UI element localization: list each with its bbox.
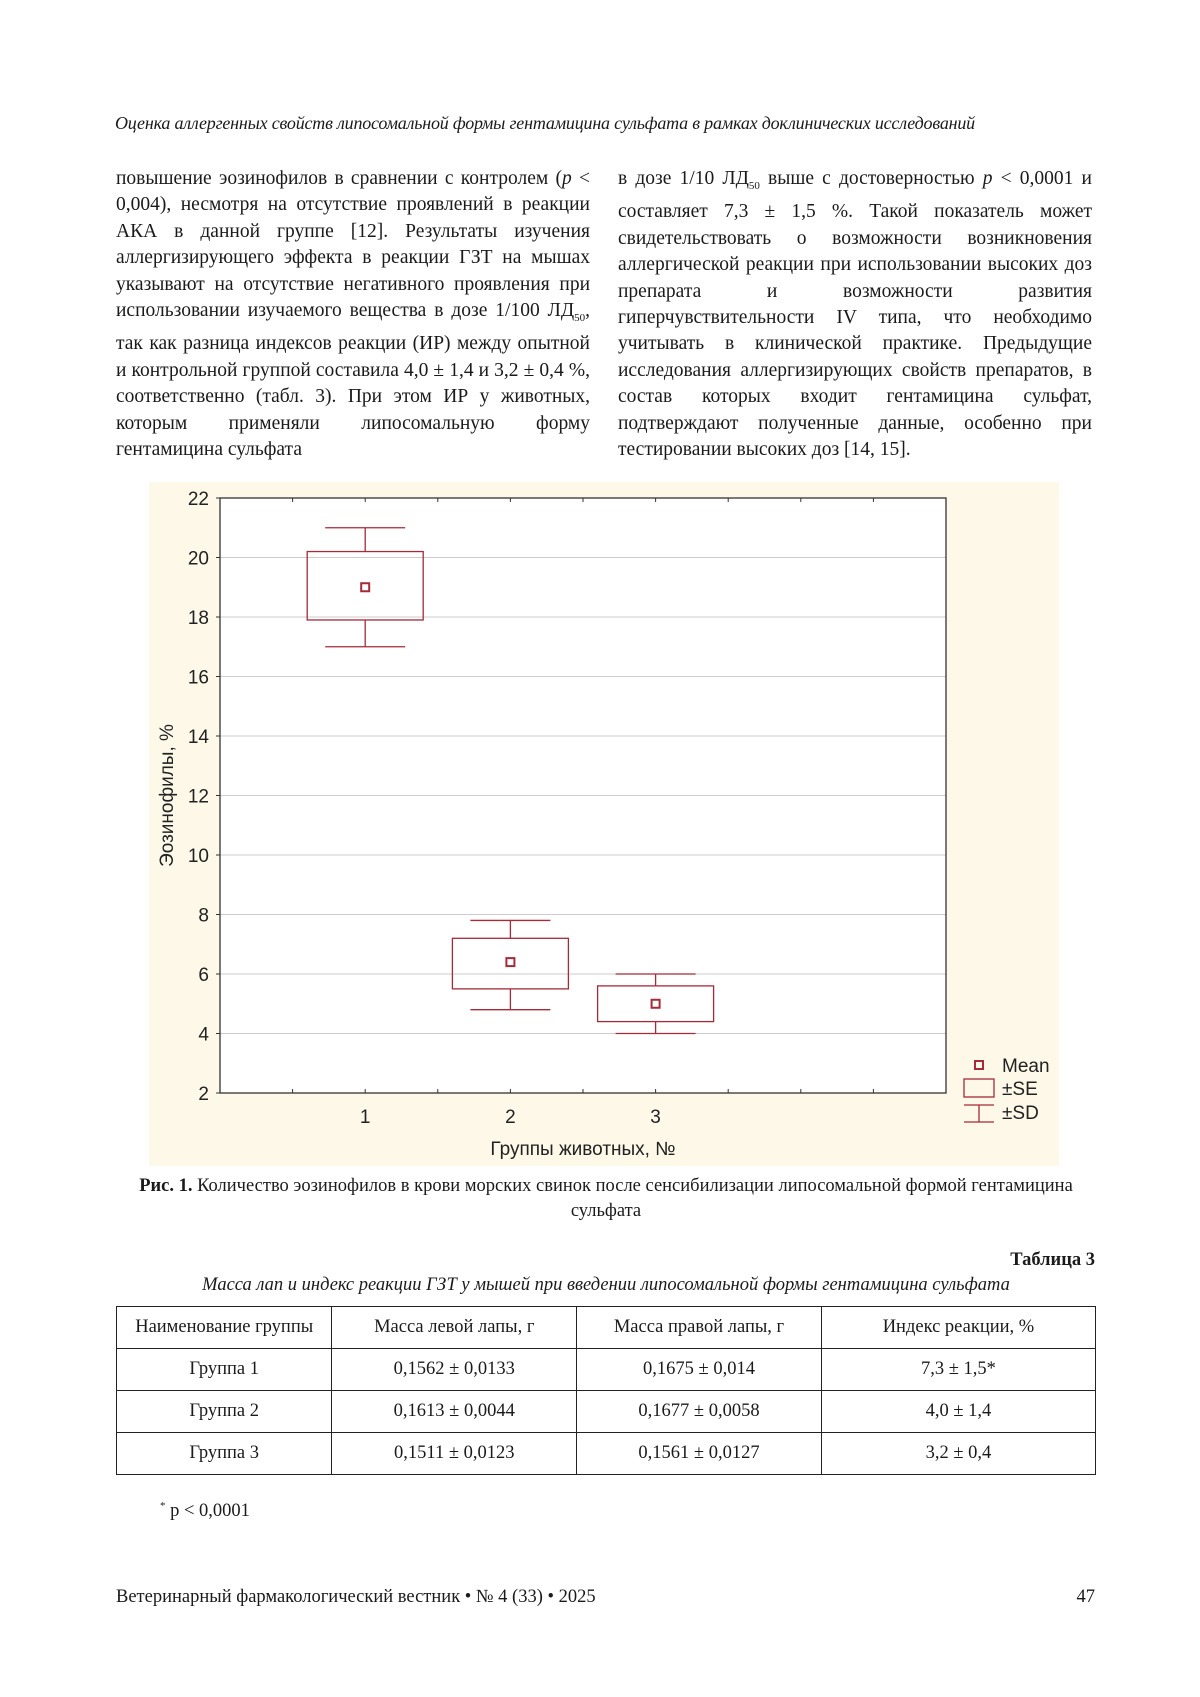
table-header-cell: Масса левой лапы, г <box>332 1307 577 1349</box>
page-number: 47 <box>1076 1587 1095 1607</box>
y-tick-label: 18 <box>187 608 209 629</box>
y-axis-label: Эозинофилы, % <box>157 724 178 867</box>
eosinophil-box-chart <box>149 482 1059 1166</box>
footnote-text: p < 0,0001 <box>170 1501 250 1522</box>
table-row <box>117 1391 1096 1433</box>
body-text-right-column <box>618 166 1092 463</box>
legend-sd-label: ±SD <box>1002 1103 1039 1124</box>
table-cell: Группа 3 <box>117 1433 332 1475</box>
table-cell: Группа 1 <box>117 1349 332 1391</box>
y-tick-label: 4 <box>198 1024 209 1046</box>
table-header-cell: Масса правой лапы, г <box>577 1307 822 1349</box>
x-tick-label: 2 <box>505 1107 516 1128</box>
table-header-cell: Индекс реакции, % <box>821 1307 1095 1349</box>
footnote <box>160 1500 250 1522</box>
table-cell: 0,1613 ± 0,0044 <box>332 1391 577 1433</box>
table-header-row <box>117 1307 1096 1349</box>
page-footer <box>116 1587 1095 1608</box>
journal-name: Ветеринарный фармакологический вестник • № 4 (33) • 2025 <box>116 1587 596 1607</box>
table-cell: Группа 2 <box>117 1391 332 1433</box>
y-tick-label: 6 <box>198 965 209 986</box>
x-tick-label: 3 <box>650 1107 661 1128</box>
legend-mean-label: Mean <box>1002 1056 1050 1077</box>
body-text-left-column <box>116 166 590 463</box>
table-title: Масса лап и индекс реакции ГЗТ у мышей при введении липосомальной формы гентамицина сульфата <box>202 1275 1010 1295</box>
figure-label: Рис. 1. <box>139 1176 193 1196</box>
table-cell: 0,1677 ± 0,0058 <box>577 1391 822 1433</box>
x-axis-label: Группы животных, № <box>490 1139 676 1160</box>
legend-se-label: ±SE <box>1002 1079 1038 1100</box>
right-column-paragraph: в дозе 1/10 $ЛД_{50}$ выше с достоверностью p < 0,0001 и составляет 7,3 ± 1,5 %. Такой показатель может свидетельствовать о возможности возникновения аллергической реакции при использовании высоких доз препарата и возможности развития гиперчувствительности IV типа, что необходимо учитывать в клинической практике. Предыдущие исследования аллергизирующих свойств препаратов, в состав которых входит гентамицина сульфат, подтверждают полученные данные, особенно при тестировании высоких доз [14, 15]. <box>618 168 1092 460</box>
y-tick-label: 2 <box>198 1084 209 1105</box>
table-cell: 0,1561 ± 0,0127 <box>577 1433 822 1475</box>
table-row <box>117 1433 1096 1475</box>
y-tick-label: 22 <box>187 489 209 510</box>
table-cell: 3,2 ± 0,4 <box>821 1433 1095 1475</box>
y-tick-label: 12 <box>187 786 209 808</box>
data-table <box>116 1306 1096 1475</box>
figure-caption <box>116 1174 1096 1224</box>
figure-caption-text: Количество эозинофилов в крови морских свинок после сенсибилизации липосомальной формой гентамицина сульфата <box>197 1176 1073 1221</box>
x-tick-label: 1 <box>359 1107 371 1128</box>
figure-1 <box>149 482 1059 1166</box>
table-label: Таблица 3 <box>1010 1250 1095 1270</box>
table-cell: 0,1562 ± 0,0133 <box>332 1349 577 1391</box>
y-tick-label: 16 <box>187 667 209 689</box>
y-tick-label: 14 <box>187 727 209 748</box>
y-tick-label: 8 <box>198 905 209 927</box>
table-cell: 4,0 ± 1,4 <box>821 1391 1095 1433</box>
table-cell: 0,1511 ± 0,0123 <box>332 1433 577 1475</box>
running-header: Оценка аллергенных свойств липосомальной формы гентамицина сульфата в рамках доклинических исследований <box>115 113 975 133</box>
y-tick-label: 20 <box>187 548 209 570</box>
left-column-paragraph: повышение эозинофилов в сравнении с контролем (p < 0,004), несмотря на отсутствие проявлений в реакции АКА в данной группе [12]. Результаты изучения аллергизирующего эффекта в реакции ГЗТ на мышах указывают на отсутствие негативного проявления при использовании изучаемого вещества в дозе 1/100 $ЛД_{50}$, так как разница индексов реакции (ИР) между опытной и контрольной группой составила 4,0 ± 1,4 и 3,2 ± 0,4 %, соответственно (табл. 3). При этом ИР у животных, которым применяли липосомальную форму гентамицина сульфата <box>116 168 591 460</box>
footnote-marker: * <box>160 1500 166 1512</box>
table-cell: 0,1675 ± 0,014 <box>577 1349 822 1391</box>
table-cell: 7,3 ± 1,5* <box>821 1349 1095 1391</box>
y-tick-label: 10 <box>187 846 209 867</box>
table-header-cell: Наименование группы <box>117 1307 332 1349</box>
table-row <box>117 1349 1096 1391</box>
